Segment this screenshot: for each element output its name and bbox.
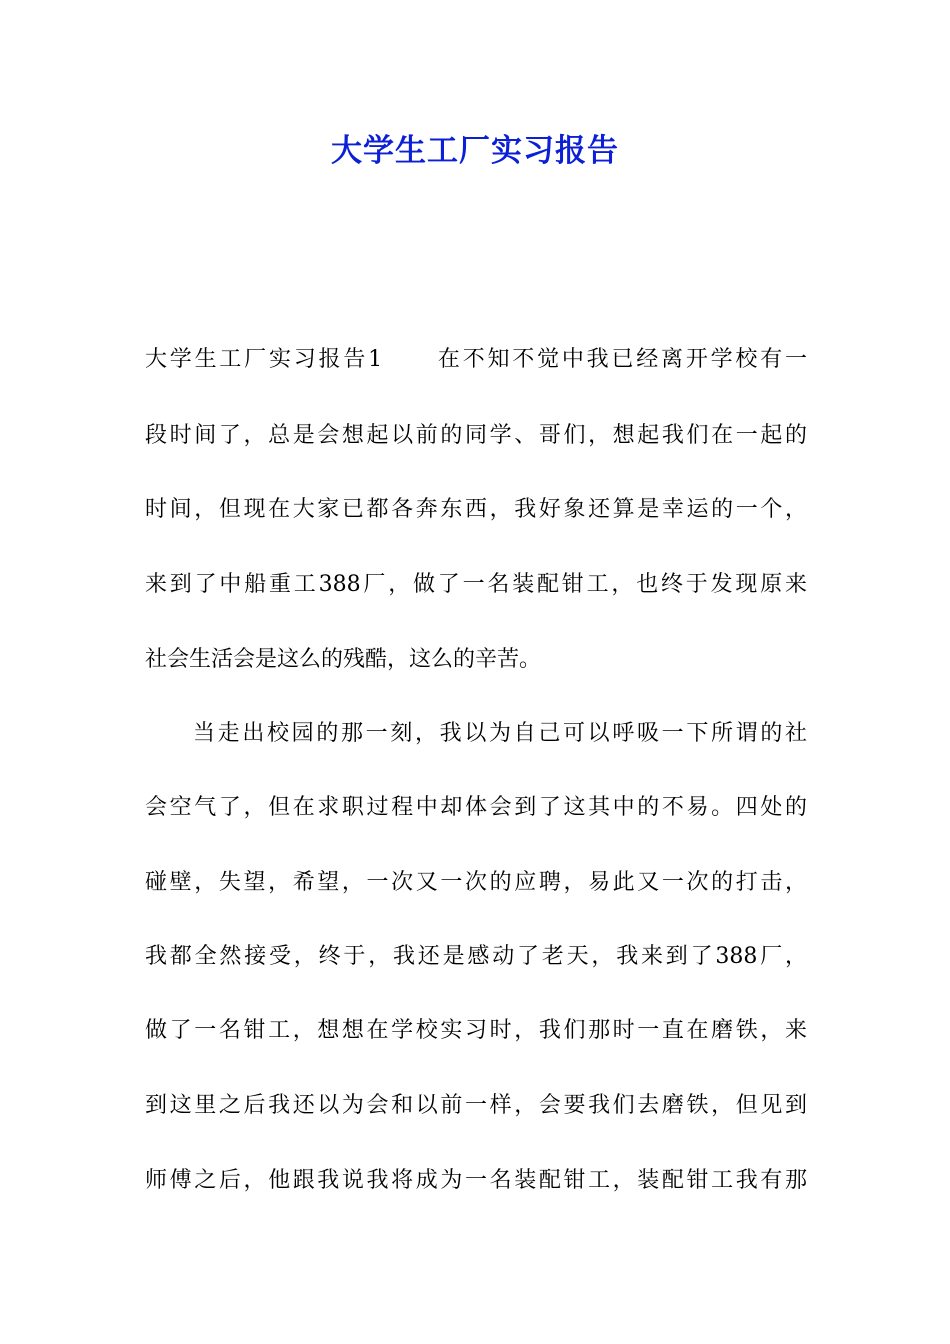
text-line: 做了一名钳工，想想在学校实习时，我们那时一直在磨铁，来: [145, 1018, 807, 1043]
section-label: 大学生工厂实习报告1: [145, 347, 383, 372]
text-line: [145, 340, 807, 380]
text-line: 碰壁，失望，希望，一次又一次的应聘，易此又一次的打击，: [145, 870, 807, 895]
text-line: 我都全然接受，终于，我还是感动了老天，我来到了388厂，: [145, 944, 807, 969]
text-line: 来到了中船重工388厂，做了一名装配钳工，也终于发现原来: [145, 572, 807, 597]
text-line-last: 社会生活会是这么的残酷，这么的辛苦。: [145, 647, 542, 672]
text-line-indented: 当走出校园的那一刻，我以为自己可以呼吸一下所谓的社: [193, 721, 807, 746]
text-line: 时间，但现在大家已都各奔东西，我好象还算是幸运的一个，: [145, 497, 807, 522]
text-line: 会空气了，但在求职过程中却体会到了这其中的不易。四处的: [145, 795, 807, 820]
text-line: 到这里之后我还以为会和以前一样，会要我们去磨铁，但见到: [145, 1093, 807, 1118]
text-line: 段时间了，总是会想起以前的同学、哥们，想起我们在一起的: [145, 423, 807, 448]
document-title: 大学生工厂实习报告: [331, 133, 619, 169]
text-line: 师傅之后，他跟我说我将成为一名装配钳工，装配钳工我有那: [145, 1168, 807, 1193]
line-text: 在不知不觉中我已经离开学校有一: [435, 347, 807, 372]
